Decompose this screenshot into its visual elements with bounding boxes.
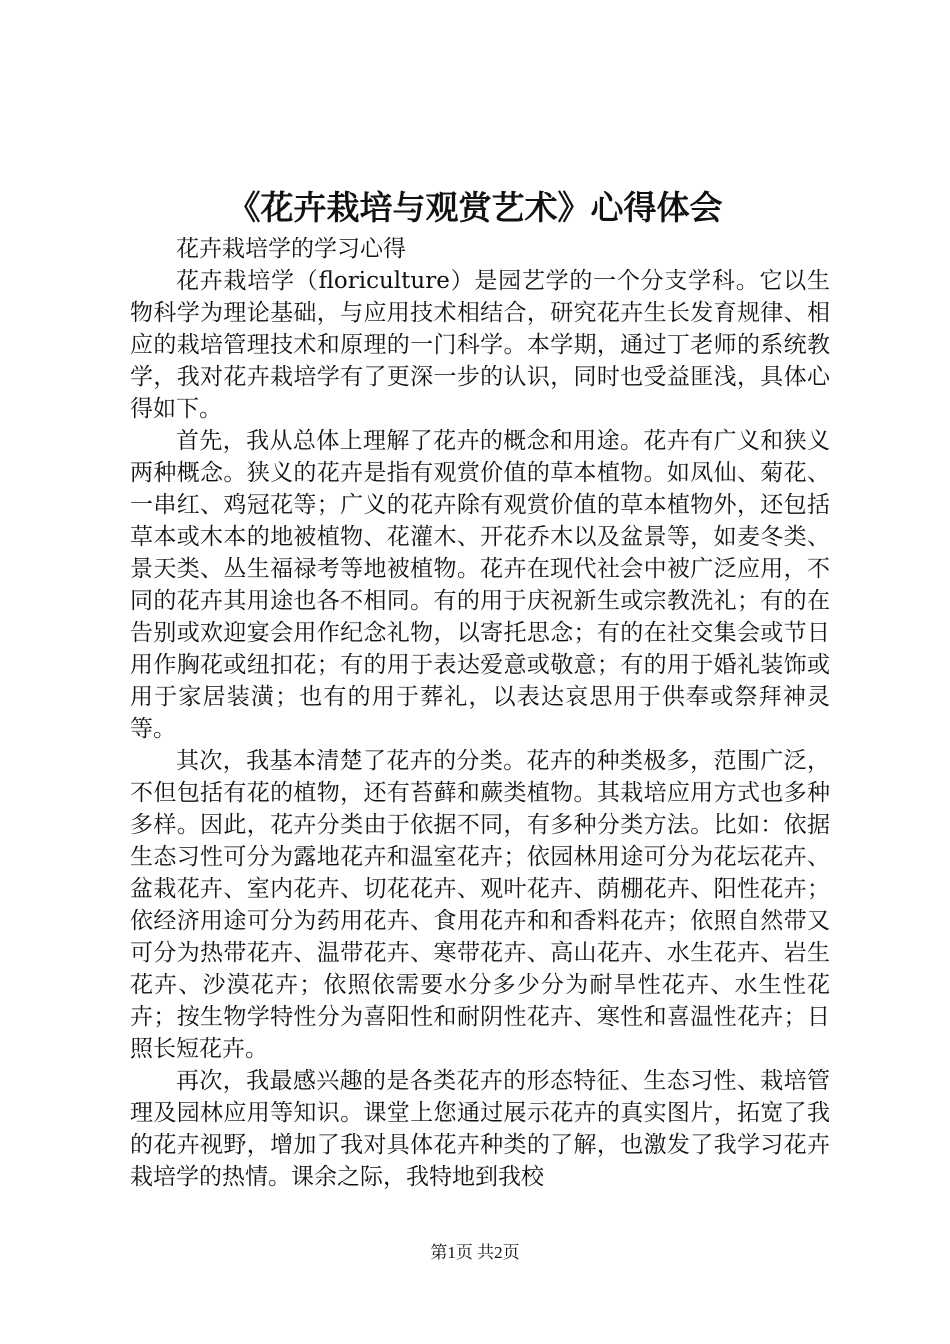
paragraph-second: 其次，我基本清楚了花卉的分类。花卉的种类极多，范围广泛，不但包括有花的植物，还有苔藓和蕨类植物。其栽培应用方式也多种多样。因此，花卉分类由于依据不同，有多种分类方法。比如：依据生态习性可分为露地花卉和温室花卉；依园林用途可分为花坛花卉、盆栽花卉、室内花卉、切花花卉、观叶花卉、荫棚花卉、阳性花卉；依经济用途可分为药用花卉、食用花卉和和香料花卉；依照自然带又可分为热带花卉、温带花卉、寒带花卉、高山花卉、水生花卉、岩生花卉、沙漠花卉；依照依需要水分多少分为耐旱性花卉、水生性花卉；按生物学特性分为喜阳性和耐阴性花卉、寒性和喜温性花卉；日照长短花卉。 (130, 748, 830, 1062)
document-title: 《花卉栽培与观赏艺术》心得体会 (227, 188, 723, 227)
paragraph-intro: 花卉栽培学（floriculture）是园艺学的一个分支学科。它以生物科学为理论基础，与应用技术相结合，研究花卉生长发育规律、相应的栽培管理技术和原理的一门科学。本学期，通过丁老师的系统教学，我对花卉栽培学有了更深一步的认识，同时也受益匪浅，具体心得如下。 (130, 268, 830, 422)
document-body (130, 233, 830, 1193)
page-footer: 第1页 共2页 (430, 1243, 520, 1262)
paragraph-third: 再次，我最感兴趣的是各类花卉的形态特征、生态习性、栽培管理及园林应用等知识。课堂上您通过展示花卉的真实图片，拓宽了我的花卉视野，增加了我对具体花卉种类的了解，也激发了我学习花卉栽培学的热情。课余之际，我特地到我校 (130, 1068, 830, 1190)
paragraph-first: 首先，我从总体上理解了花卉的概念和用途。花卉有广义和狭义两种概念。狭义的花卉是指有观赏价值的草本植物。如凤仙、菊花、一串红、鸡冠花等；广义的花卉除有观赏价值的草本植物外，还包括草本或木本的地被植物、花灌木、开花乔木以及盆景等，如麦冬类、景天类、丛生福禄考等地被植物。花卉在现代社会中被广泛应用，不同的花卉其用途也各不相同。有的用于庆祝新生或宗教洗礼；有的在告别或欢迎宴会用作纪念礼物，以寄托思念；有的在社交集会或节日用作胸花或纽扣花；有的用于表达爱意或敬意；有的用于婚礼装饰或用于家居装潢；也有的用于葬礼，以表达哀思用于供奉或祭拜神灵等。 (130, 428, 830, 742)
document-subtitle: 花卉栽培学的学习心得 (176, 236, 406, 262)
